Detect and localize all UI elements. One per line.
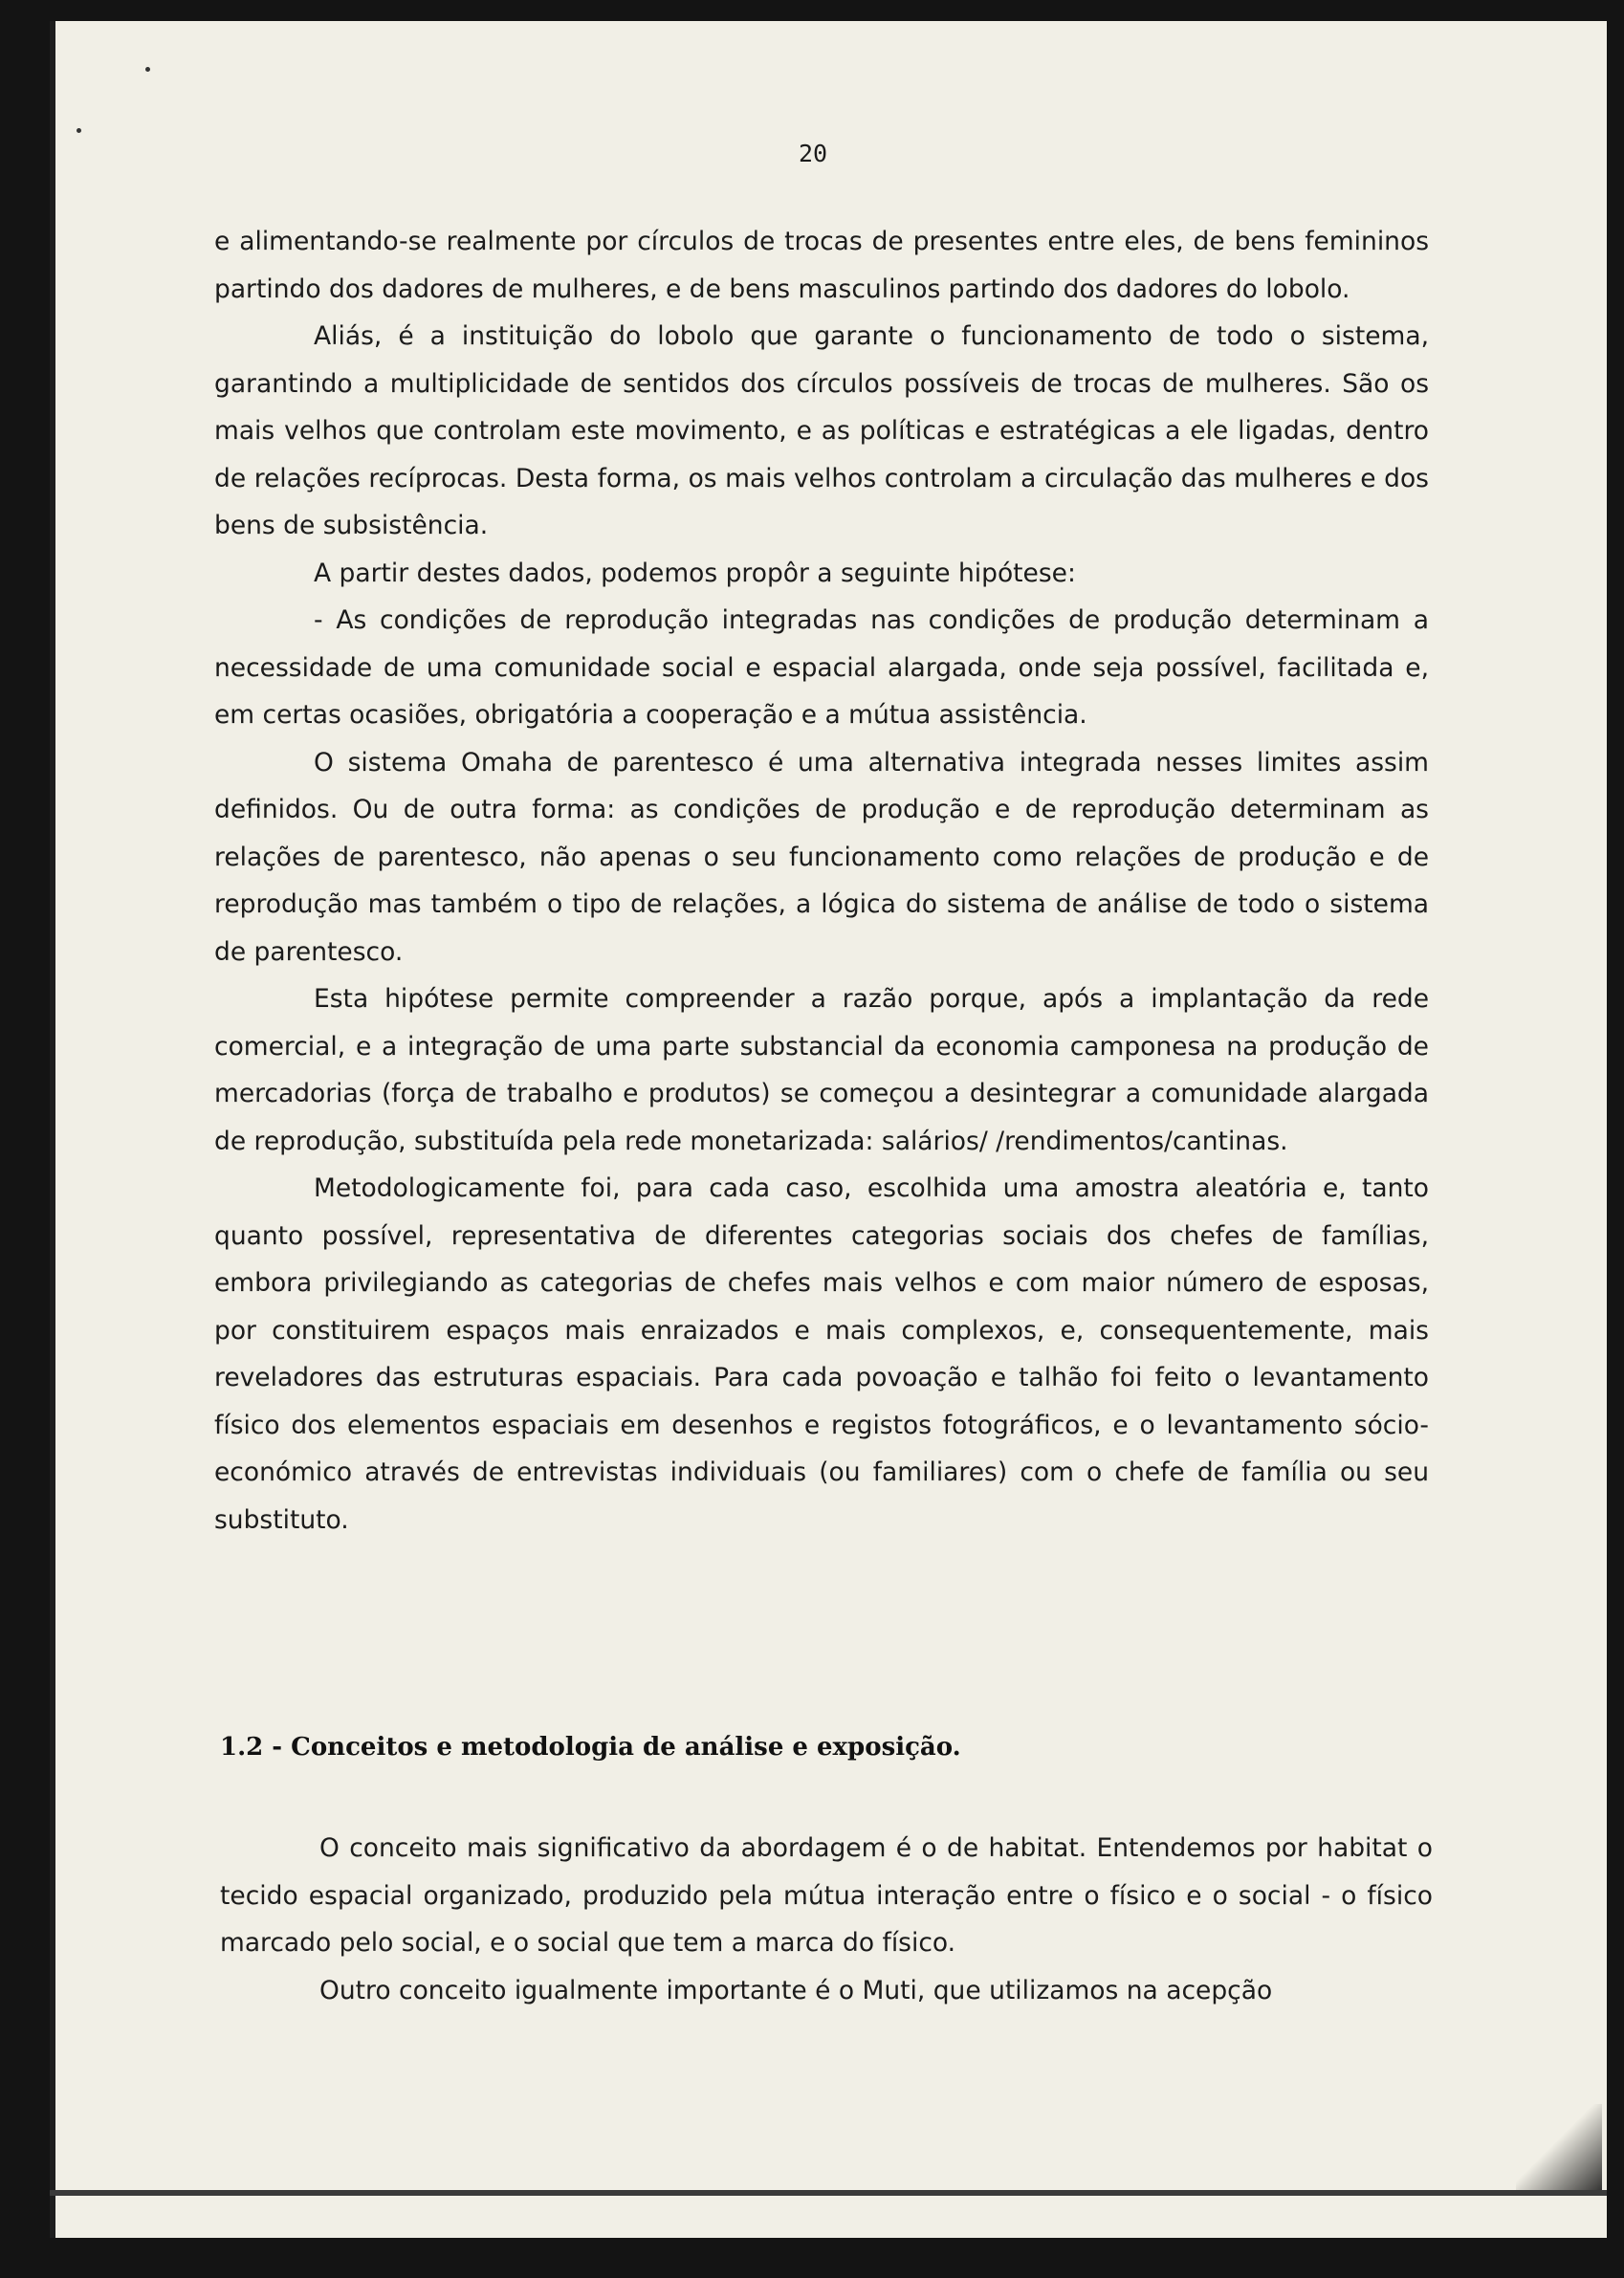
page-number: 20: [798, 140, 828, 167]
paragraph: Aliás, é a instituição do lobolo que garante o funcionamento de todo o sistema, garantindo a multiplicidade de sentidos dos círculos possíveis de trocas de mulheres. São os mais velhos que controlam este movimento, e as políticas e estratégicas a ele ligadas, dentro de relações recíprocas. Desta forma, os mais velhos controlam a circulação das mulheres e dos bens de subsistência.: [214, 321, 1429, 540]
body-text-bottom: [220, 1825, 1433, 2014]
paragraph: Metodologicamente foi, para cada caso, escolhida uma amostra aleatória e, tanto quanto possível, representativa de diferentes categorias sociais dos chefes de famílias, embora privilegiando as categorias de chefes mais velhos e com maior número de esposas, por constituirem espaços mais enraizados e mais complexos, e, consequentemente, mais reveladores das estruturas espaciais. Para cada povoação e talhão foi feito o levantamento físico dos elementos espaciais em desenhos e registos fotográficos, e o levantamento sócio-económico através de entrevistas individuais (ou familiares) com o chefe de família ou seu substituto.: [214, 1173, 1429, 1535]
paragraph: O conceito mais significativo da abordagem é o de habitat. Entendemos por habitat o tecido espacial organizado, produzido pela mútua interação entre o físico e o social - o físico marcado pelo social, e o social que tem a marca do físico.: [220, 1833, 1433, 1958]
paragraph: Esta hipótese permite compreender a razão porque, após a implantação da rede comercial, e a integração de uma parte substancial da economia camponesa na produção de mercadorias (força de trabalho e produtos) se começou a desintegrar a comunidade alargada de reprodução, substituída pela rede monetarizada: salários/ /rendimentos/cantinas.: [214, 984, 1429, 1156]
page-corner-shadow: [1516, 2104, 1602, 2190]
paragraph: O sistema Omaha de parentesco é uma alternativa integrada nesses limites assim definidos. Ou de outra forma: as condições de produção e de reprodução determinam as relações de parentesco, não apenas o seu funcionamento como relações de produção e de reprodução mas também o tipo de relações, a lógica do sistema de análise de todo o sistema de parentesco.: [214, 747, 1429, 967]
paragraph: A partir destes dados, podemos propôr a seguinte hipótese:: [314, 558, 1076, 588]
paragraph: Outro conceito igualmente importante é o Muti, que utilizamos na acepção: [319, 1975, 1273, 2005]
paragraph: - As condições de reprodução integradas nas condições de produção determinam a necessidade de uma comunidade social e espacial alargada, onde seja possível, facilitada e, em certas ocasiões, obrigatória a cooperação e a mútua assistência.: [214, 605, 1429, 730]
body-text-top: [214, 218, 1429, 1544]
page-bottom-edge: [50, 2190, 1607, 2196]
section-heading: 1.2 - Conceitos e metodologia de análise e exposição.: [220, 1733, 961, 1762]
scan-speck: [145, 67, 150, 72]
paragraph: e alimentando-se realmente por círculos de trocas de presentes entre eles, de bens femininos partindo dos dadores de mulheres, e de bens masculinos partindo dos dadores do lobolo.: [214, 227, 1429, 304]
scan-speck: [77, 128, 81, 133]
